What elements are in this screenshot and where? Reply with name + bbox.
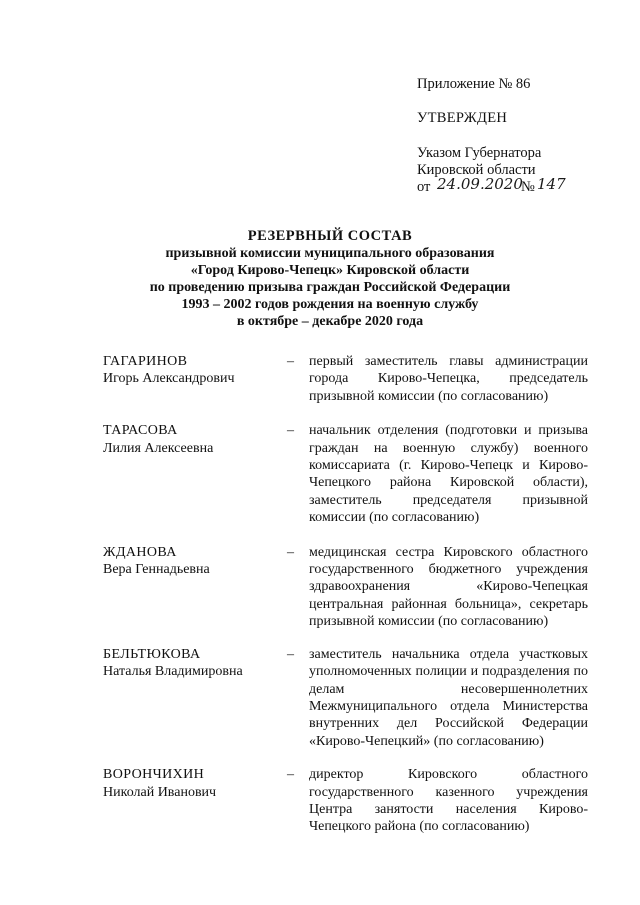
member-name [103,353,283,388]
decree-date-line [417,175,566,199]
approved-label: УТВЕРЖДЕН [417,110,508,126]
number-sign: № [521,179,535,195]
date-prefix: от [417,179,431,195]
member-entry [103,766,588,836]
decree-line-1: Указом Губернатора [417,145,542,161]
member-surname: ВОРОНЧИХИН [103,767,205,783]
title-main: РЕЗЕРВНЫЙ СОСТАВ [247,228,413,244]
member-name [103,544,283,579]
decree-block [417,145,566,199]
title-line-3: по проведению призыва граждан Российской Федерации [149,280,511,295]
title-line-5: в октябре – декабре 2020 года [236,314,424,329]
member-given-name: Наталья Владимировна [103,664,243,680]
title-line-1: призывной комиссии муниципального образования [165,246,495,261]
member-name [103,646,283,681]
member-role: начальник отделения (подготовки и призыва граждан на военную службу) военного комиссариата (г. Кирово-Чепецк и Кирово-Чепецкого района Кировской области), заместитель председателя призывной комиссии (по согласованию) [309,423,588,526]
title-line-2: «Город Кирово-Чепецк» Кировской области [190,263,470,278]
member-entry [103,422,588,526]
member-surname: ЖДАНОВА [103,544,177,560]
dash-separator: – [287,423,294,439]
member-given-name: Николай Иванович [103,784,217,800]
member-entry [103,353,588,405]
member-name [103,766,283,801]
member-surname: БЕЛЬТЮКОВА [103,646,201,662]
member-surname: ГАГАРИНОВ [103,354,188,369]
member-name [103,422,283,457]
title-line-4: 1993 – 2002 годов рождения на военную службу [181,297,479,312]
member-surname: ТАРАСОВА [103,423,178,439]
dash-separator: – [287,646,294,662]
member-given-name: Лилия Алексеевна [103,440,214,456]
member-entry [103,544,588,631]
member-role: директор Кировского областного государственного казенного учреждения Центра занятости населения Кирово-Чепецкого района (по согласованию) [309,767,588,835]
member-given-name: Игорь Александрович [103,371,235,387]
member-given-name: Вера Геннадьевна [103,562,210,578]
members-list [103,353,588,836]
decree-line-2: Кировской области [417,162,536,178]
dash-separator: – [287,767,294,783]
member-role: первый заместитель главы администрации города Кирово-Чепецка, председатель призывной комиссии (по согласованию) [309,354,588,404]
appendix-number: Приложение № 86 [417,76,531,92]
member-role: медицинская сестра Кировского областного государственного бюджетного учреждения здравоохранения «Кирово-Чепецкая центральная районная больница», секретарь призывной комиссии (по согласованию) [309,544,588,630]
member-role: заместитель начальника отдела участковых уполномоченных полиции и подразделения по делам несовершеннолетних Межмуниципального отдела Министерства внутренних дел Российской Федерации «Кирово-Чепецкий» (по согласованию) [309,646,588,749]
document-title [130,228,530,330]
dash-separator: – [287,354,294,369]
member-entry [103,646,588,750]
handwritten-number: 147 [537,175,566,193]
dash-separator: – [287,544,294,560]
handwritten-date: 24.09.2020 [437,175,523,193]
